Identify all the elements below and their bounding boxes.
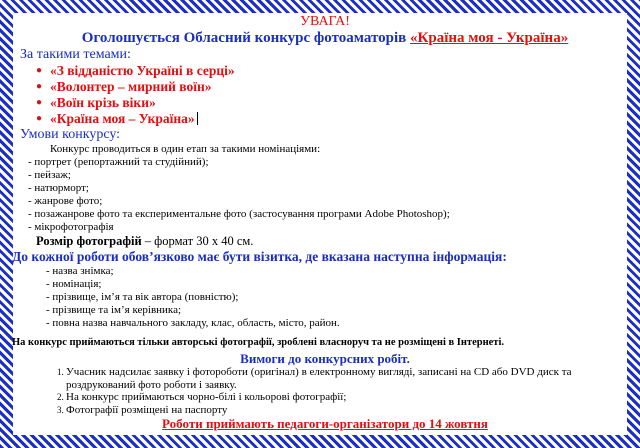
attention-heading: УВАГА! xyxy=(300,14,350,29)
theme-item: ● «Волонтер – мирний воїн» xyxy=(50,79,630,95)
nomination-item: - портрет (репортажний та студійний); xyxy=(28,156,209,168)
authors-only-note: На конкурс приймаються тільки авторські фотографії, зроблені власноруч та не розміщені в Інтернеті. xyxy=(12,337,504,348)
announcement xyxy=(12,14,630,432)
card-info-item: - назва знімка; xyxy=(46,265,114,277)
theme-item xyxy=(50,111,630,127)
nominations-list xyxy=(20,156,630,234)
theme-item: ● «Воїн крізь віки» xyxy=(50,95,630,111)
themes-list xyxy=(20,63,630,127)
conditions-heading: Умови конкурсу: xyxy=(20,127,121,142)
page-title xyxy=(20,30,630,47)
card-info-item: - повна назва навчального закладу, клас, область, місто, район. xyxy=(46,317,340,329)
requirement-item: 1. Учасник надсилає заявку і фотороботи (оригінал) в електронному вигляді, записані на CD або DVD диск та роздрукований фото роботи і заявку. xyxy=(66,366,630,391)
card-heading: До кожної роботи обов’язково має бути візитка, де вказана наступна інформація: xyxy=(12,249,507,264)
theme-item-text: «Країна моя – Україна» xyxy=(50,111,195,126)
nomination-item: - жанрове фото; xyxy=(28,195,103,207)
photo-size-label: Розмір фотографій xyxy=(36,234,142,248)
requirement-item: 2. На конкурс приймаються чорно-білі і кольорові фотографії; xyxy=(66,391,630,404)
nomination-item: - натюрморт; xyxy=(28,182,89,194)
nomination-item: - мікрофотографія xyxy=(28,221,114,233)
requirements-list xyxy=(20,366,630,416)
themes-heading: За такими темами: xyxy=(20,47,131,62)
contest-name: «Країна моя - Україна» xyxy=(410,30,569,46)
conditions-intro: Конкурс проводиться в один етап за такими номінаціями: xyxy=(50,143,321,155)
photo-size-value: – формат 30 х 40 см. xyxy=(144,234,254,248)
card-info-item: - номінація; xyxy=(46,278,102,290)
card-info-item: - прізвище та ім’я керівника; xyxy=(46,304,182,316)
deadline-note: Роботи приймають педагоги-організатори до 14 жовтня xyxy=(162,416,488,431)
photo-size xyxy=(20,234,630,249)
nomination-item: - пейзаж; xyxy=(28,169,71,181)
card-info-item: - прізвище, ім’я та вік автора (повністю); xyxy=(46,291,239,303)
requirements-heading: Вимоги до конкурсних робіт. xyxy=(240,351,410,366)
headline-prefix: Оголошується Обласний конкурс фотоаматорів xyxy=(81,30,407,46)
nomination-item: - позажанрове фото та експериментальне фото (застосування програми Adobe Photoshop); xyxy=(28,208,450,220)
text-cursor xyxy=(197,112,198,125)
card-info-list xyxy=(20,265,630,330)
theme-item: ● «З відданістю Україні в серці» xyxy=(50,63,630,79)
requirement-item: 3. Фотографії розміщені на паспорту xyxy=(66,404,630,417)
